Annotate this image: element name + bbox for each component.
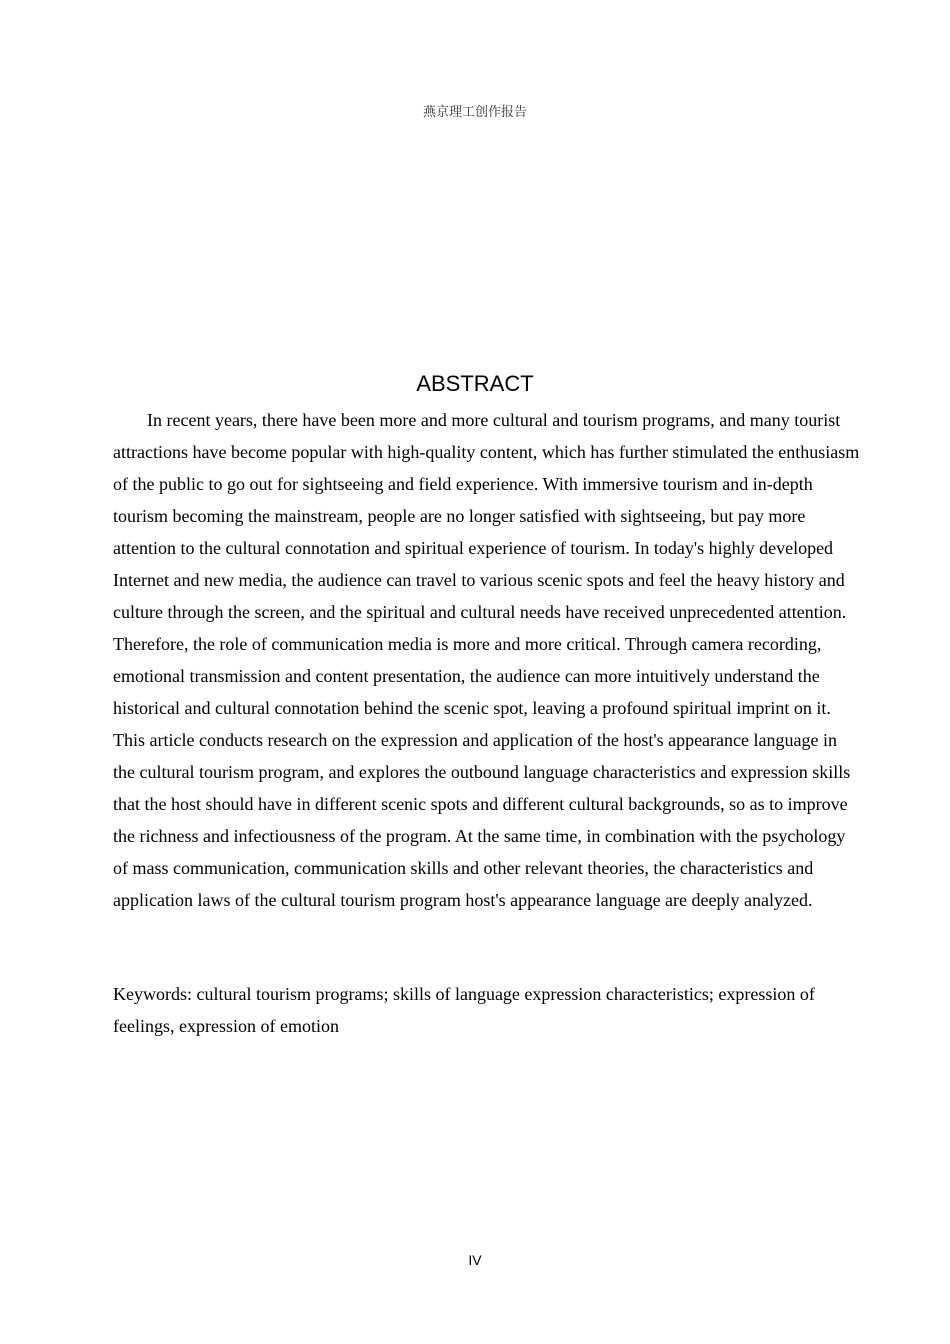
running-header: 燕京理工创作报告 [422, 105, 527, 120]
abstract-body: In recent years, there have been more and more cultural and tourism programs, and many tourist attractions have become popular with high-quality content, which has further stimulated the enthusiasm of the public to go out for sightseeing and field experience. With immersive tourism and in-depth tourism becoming the mainstream, people are no longer satisfied with sightseeing, but pay more attention to the cultural connotation and spiritual experience of tourism. In today's highly developed Internet and new media, the audience can travel to various scenic spots and feel the heavy history and culture through the screen, and the spiritual and cultural needs have received unprecedented attention. Therefore, the role of communication media is more and more critical. Through camera recording, emotional transmission and content presentation, the audience can more intuitively understand the historical and cultural connotation behind the scenic spot, leaving a profound spiritual imprint on it. This article conducts research on the expression and application of the host's appearance language in the cultural tourism program, and explores the outbound language characteristics and expression skills that the host should have in different scenic spots and different cultural backgrounds, so as to improve the richness and infectiousness of the program. At the same time, in combination with the psychology of mass communication, communication skills and other relevant theories, the characteristics and application laws of the cultural tourism program host's appearance language are deeply analyzed. [113, 410, 860, 910]
abstract-title: ABSTRACT [416, 371, 534, 396]
page-number: IV [468, 1252, 482, 1268]
keywords-line: Keywords: cultural tourism programs; skills of language expression characteristics; expression of feelings, expression of emotion [113, 984, 815, 1036]
